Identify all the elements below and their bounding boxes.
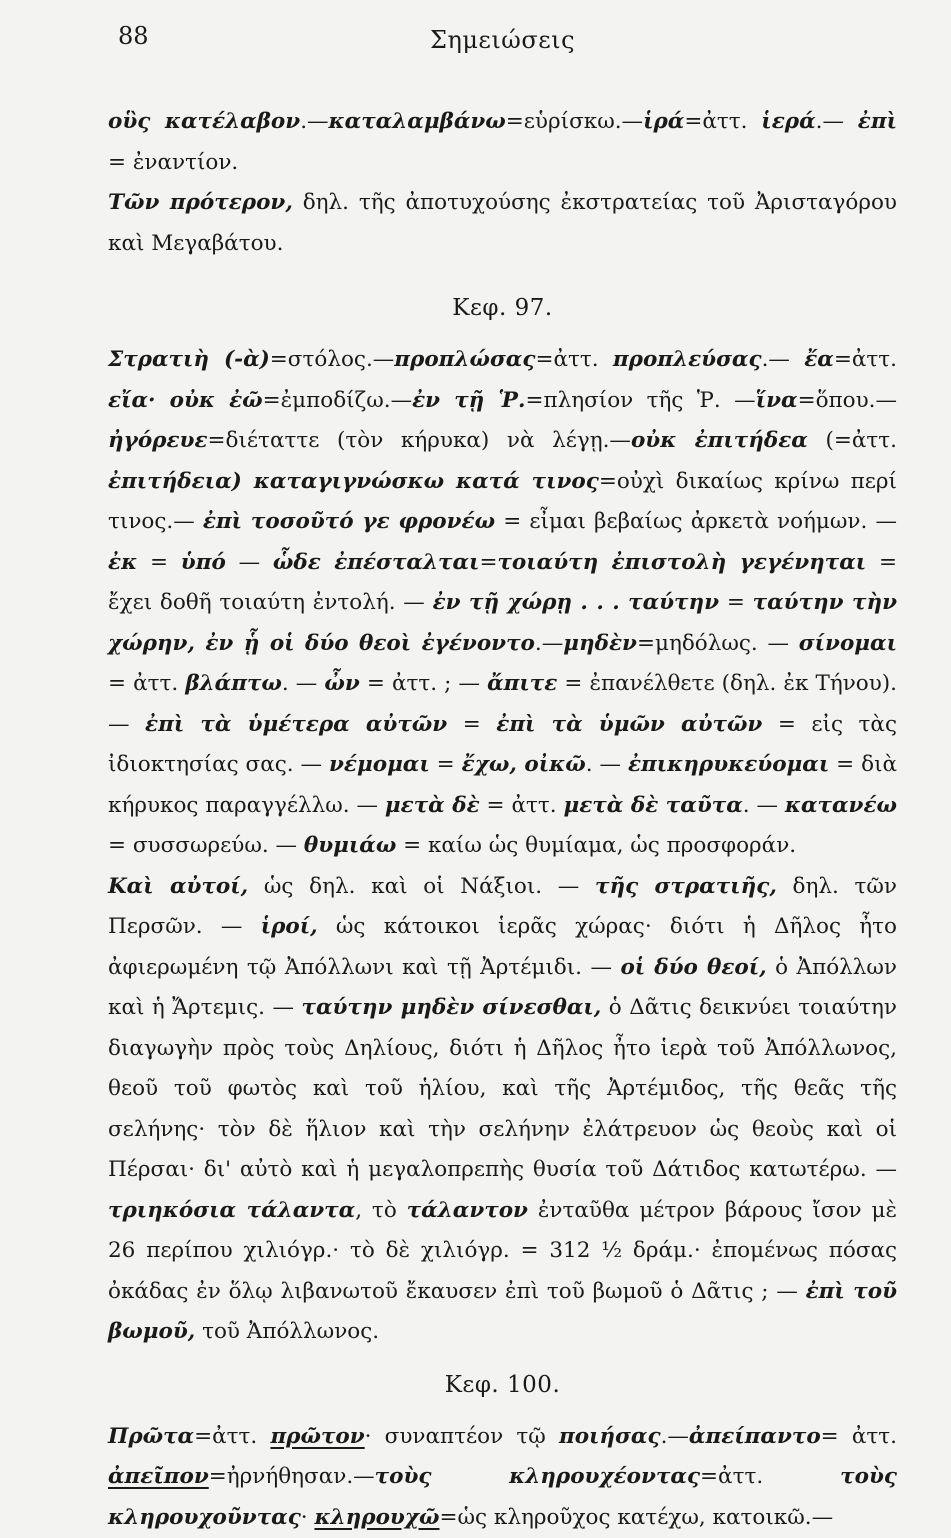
lemma-term: Πρῶτα (108, 1424, 194, 1449)
lemma-term: ἐκ (108, 550, 137, 575)
gloss-text: . — (586, 752, 628, 777)
gloss-text: = (137, 550, 181, 575)
gloss-text: δηλ. τῶν Περσῶν. — (108, 874, 897, 940)
lemma-term: μηδὲν (563, 631, 637, 656)
lemma-term: πρῶτον (270, 1424, 364, 1449)
lemma-term: προπλώσας (394, 347, 535, 372)
note-paragraph (108, 1417, 897, 1538)
lemma-term: νέμομαι (329, 752, 430, 777)
gloss-text: =ὅπου.— (798, 388, 897, 413)
gloss-text: = ἀττ. ; — (360, 671, 487, 696)
lemma-term: Τῶν πρότερον, (108, 190, 293, 215)
gloss-text: = συσσωρεύω. — (108, 833, 304, 858)
gloss-text: .— (762, 347, 805, 372)
gloss-text: .— (816, 109, 858, 134)
gloss-text: = ἀττ. (108, 671, 185, 696)
gloss-text: = καίω ὡς θυμίαμα, ὡς προσφοράν. (396, 833, 796, 858)
lemma-term: εἴα· οὐκ ἐῶ (108, 388, 263, 413)
gloss-text: = εἶμαι βεβαίως ἀρκετὰ νοήμων. — (495, 509, 897, 534)
gloss-text: = (719, 590, 753, 615)
lemma-term: ἀπεῖπον (108, 1464, 209, 1489)
gloss-text: = ἐναντίον. (108, 150, 238, 175)
lemma-term: ἵνα (756, 388, 798, 413)
gloss-text: =ἠρνήθησαν.— (209, 1464, 375, 1489)
lemma-term: τῆς στρατιῆς, (595, 874, 777, 899)
gloss-text: δηλ. τῆς ἀποτυχούσης ἐκστρατείας τοῦ Ἀρισταγόρου καὶ Μεγαβάτου. (108, 190, 897, 256)
lemma-term: τριηκόσια τάλαντα (108, 1198, 355, 1223)
lemma-term: Καὶ αὐτοί, (108, 874, 248, 899)
lemma-term: ἐπὶ τὰ ὑμῶν αὐτῶν (496, 712, 762, 737)
lemma-term: μετὰ δὲ ταῦτα (564, 793, 743, 818)
gloss-text: .— (535, 631, 563, 656)
gloss-text: τοῦ Ἀπόλλωνος. (195, 1319, 379, 1344)
gloss-text: . — (743, 793, 785, 818)
lemma-term: ὑπό (181, 550, 226, 575)
lemma-term: μετὰ δὲ (385, 793, 480, 818)
gloss-text: = (430, 752, 462, 777)
lemma-term: οἱ δύο θεοί, (620, 955, 766, 980)
gloss-text: =μηδόλως. — (637, 631, 799, 656)
gloss-text: (=ἀττ. (808, 428, 897, 453)
lemma-term: τοὺς κληρουχοῦντας (108, 1464, 897, 1530)
lemma-term: ἔα (804, 347, 834, 372)
gloss-text: .— (661, 1424, 689, 1449)
gloss-text: ὡς δηλ. καὶ οἱ Νάξιοι. — (248, 874, 595, 899)
lemma-term: ἀπείπαντο (689, 1424, 821, 1449)
gloss-text: =ἀττ. (684, 109, 761, 134)
gloss-text: = ἐπανέλθετε (δηλ. ἐκ Τήνου). — (108, 671, 897, 737)
lemma-term: ἐπιτήδεια) καταγιγνώσκω κατά τινος (108, 469, 599, 494)
gloss-text: = ἔχει δοθῆ τοιαύτη ἐντολή. — (108, 550, 897, 616)
running-title: Σημειώσεις (108, 26, 897, 54)
lemma-term: ἐπὶ (858, 109, 897, 134)
gloss-text: =ἀττ. (834, 347, 897, 372)
gloss-text: =εὑρίσκω.— (506, 109, 643, 134)
lemma-term: ἐπὶ τοσοῦτό γε φρονέω (203, 509, 495, 534)
gloss-text: =πλησίον τῆς Ῥ. — (525, 388, 755, 413)
note-paragraph (108, 183, 897, 264)
lemma-term: ὦν (324, 671, 359, 696)
notes-body (108, 102, 897, 1538)
page-number: 88 (118, 22, 149, 50)
lemma-term: ἐπὶ τοῦ βωμοῦ, (108, 1279, 897, 1345)
gloss-text: ἐνταῦθα μέτρον βάρους ἴσον μὲ 26 περίπου χιλιόγρ.· τὸ δὲ χιλιόγρ. = 312 ½ δράμ.· ἐπομένως πόσας ὀκάδας ἐν ὅλῳ λιβανωτοῦ ἔκαυσεν ἐπὶ τοῦ βωμοῦ ὁ Δᾶτις ; — (108, 1198, 897, 1304)
lemma-term: ταύτην τὴν χώρην, ἐν ᾗ οἱ δύο θεοὶ ἐγένοντο (108, 590, 897, 656)
lemma-term: θυμιάω (304, 833, 396, 858)
gloss-text: =ἐμποδίζω.— (263, 388, 413, 413)
lemma-term: ἐπὶ τὰ ὑμέτερα αὐτῶν (145, 712, 447, 737)
gloss-text: =ἀττ. (700, 1464, 840, 1489)
gloss-text: ὁ Ἀπόλλων καὶ ἡ Ἄρτεμις. — (108, 955, 897, 1021)
lemma-term: ἐν τῇ χώρῃ . . . ταύτην (433, 590, 720, 615)
lemma-term: τοὺς κληρουχέοντας (375, 1464, 700, 1489)
lemma-term: Στρατιὴ (-ὰ) (108, 347, 270, 372)
gloss-text: , τὸ (355, 1198, 407, 1223)
gloss-text: = ἀττ. (821, 1424, 897, 1449)
lemma-term: τοιαύτη ἐπιστολὴ γεγένηται (497, 550, 866, 575)
gloss-text: = (479, 550, 497, 575)
lemma-term: ἱροί, (261, 914, 318, 939)
gloss-text: =οὐχὶ δικαίως κρίνω περί τινος.— (108, 469, 897, 535)
gloss-text: · (301, 1505, 315, 1530)
lemma-term: ταύτην μηδὲν σίνεσθαι, (301, 995, 601, 1020)
lemma-term: ἱερά (761, 109, 815, 134)
lemma-term: ἐν τῇ Ῥ. (412, 388, 525, 413)
lemma-term: ἄπιτε (487, 671, 557, 696)
lemma-term: ἔχω, οἰκῶ (462, 752, 586, 777)
chapter-heading: Κεφ. 100. (108, 1365, 897, 1405)
gloss-text: =διέταττε (τὸν κήρυκα) νὰ λέγῃ.— (208, 428, 631, 453)
lemma-term: τάλαντον (407, 1198, 528, 1223)
lemma-term: οὐκ ἐπιτήδεα (631, 428, 808, 453)
gloss-text: =στόλος.— (270, 347, 394, 372)
lemma-term: ἠγόρευε (108, 428, 208, 453)
gloss-text: = εἰς τὰς ἰδιοκτησίας σας. — (108, 712, 897, 778)
gloss-text: ὁ Δᾶτις δεικνύει τοιαύτην διαγωγὴν πρὸς τοὺς Δηλίους, διότι ἡ Δῆλος ἦτο ἱερὰ τοῦ Ἀπόλλωνος, θεοῦ τοῦ φωτὸς καὶ τοῦ ἡλίου, καὶ τῆς Ἀρτέμιδος, τῆς θεᾶς τῆς σελήνης· τὸν δὲ ἥλιον καὶ τὴν σελήνην ἐλάτρευον ὡς θεοὺς καὶ οἱ Πέρσαι· δι' αὐτὸ καὶ ἡ μεγαλοπρεπὴς θυσία τοῦ Δάτιδος κατωτέρω. — (108, 995, 897, 1182)
lemma-term: σίνομαι (799, 631, 897, 656)
lemma-term: οὓς κατέλαβον (108, 109, 300, 134)
gloss-text: =ἀττ. (535, 347, 612, 372)
lemma-term: προπλεύσας (613, 347, 762, 372)
lemma-term: ἱρά (643, 109, 684, 134)
gloss-text: = (447, 712, 496, 737)
gloss-text: — (226, 550, 273, 575)
gloss-text: .— (300, 109, 328, 134)
lemma-term: ἐπικηρυκεύομαι (628, 752, 829, 777)
gloss-text: =ὡς κληροῦχος κατέχω, κατοικῶ.— (439, 1505, 833, 1530)
lemma-term: ὧδε ἐπέσταλται (273, 550, 480, 575)
note-paragraph (108, 340, 897, 867)
gloss-text: =ἀττ. (194, 1424, 270, 1449)
gloss-text: = διὰ κήρυκος παραγγέλλω. — (108, 752, 897, 818)
gloss-text: ὡς κάτοικοι ἱερᾶς χώρας· διότι ἡ Δῆλος ἦτο ἀφιερωμένη τῷ Ἀπόλλωνι καὶ τῇ Ἀρτέμιδι. — (108, 914, 897, 980)
lemma-term: κατανέω (785, 793, 897, 818)
lemma-term: καταλαμβάνω (329, 109, 506, 134)
note-paragraph (108, 867, 897, 1353)
note-paragraph (108, 102, 897, 183)
lemma-term: ποιήσας (559, 1424, 661, 1449)
chapter-heading: Κεφ. 97. (108, 288, 897, 328)
lemma-term: κληρουχῶ (314, 1505, 439, 1530)
gloss-text: · συναπτέον τῷ (365, 1424, 559, 1449)
lemma-term: βλάπτω (185, 671, 282, 696)
running-head (108, 22, 897, 66)
gloss-text: . — (282, 671, 325, 696)
gloss-text: = ἀττ. (480, 793, 564, 818)
